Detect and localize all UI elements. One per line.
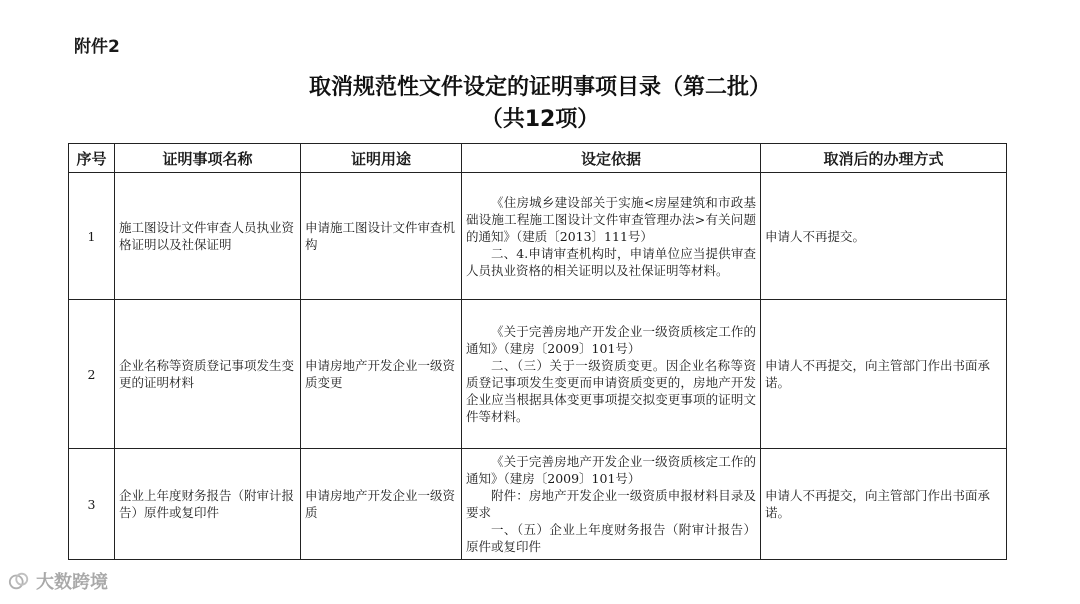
attachment-label: 附件2 (74, 37, 120, 57)
document-subtitle: （共12项） (480, 107, 600, 132)
certificate-items-table (68, 143, 1007, 560)
basis-paragraph: 《关于完善房地产开发企业一级资质核定工作的通知》（建房〔2009〕101号） (466, 454, 756, 486)
watermark (8, 568, 108, 594)
header-item-name: 证明事项名称 (115, 144, 301, 173)
header-handling-method: 取消后的办理方式 (761, 144, 1007, 173)
basis-paragraph: 附件：房地产开发企业一级资质申报材料目录及要求 (466, 488, 756, 520)
cell-purpose: 申请房地产开发企业一级资质变更 (301, 300, 462, 449)
header-purpose: 证明用途 (301, 144, 462, 173)
cell-item-name: 企业名称等资质登记事项发生变更的证明材料 (115, 300, 301, 449)
table-row (69, 449, 1007, 560)
table-row (69, 300, 1007, 449)
cell-handling-method: 申请人不再提交，向主管部门作出书面承诺。 (761, 449, 1007, 560)
basis-paragraph: 一、（五）企业上年度财务报告（附审计报告）原件或复印件 (466, 522, 756, 554)
cell-basis (462, 300, 761, 449)
cell-serial: 2 (69, 300, 115, 449)
watermark-text: 大数跨境 (36, 572, 108, 593)
cell-purpose: 申请房地产开发企业一级资质 (301, 449, 462, 560)
cell-item-name: 企业上年度财务报告（附审计报告）原件或复印件 (115, 449, 301, 560)
watermark-logo-icon (8, 570, 30, 592)
header-basis: 设定依据 (462, 144, 761, 173)
cell-serial: 3 (69, 449, 115, 560)
cell-serial: 1 (69, 173, 115, 300)
basis-paragraph: 《住房城乡建设部关于实施<房屋建筑和市政基础设施工程施工图设计文件审查管理办法>有关问题的通知》（建质〔2013〕111号） (466, 194, 756, 244)
cell-item-name: 施工图设计文件审查人员执业资格证明以及社保证明 (115, 173, 301, 300)
basis-paragraph: 《关于完善房地产开发企业一级资质核定工作的通知》（建房〔2009〕101号） (466, 324, 756, 356)
basis-paragraph: 二、（三）关于一级资质变更。因企业名称等资质登记事项发生变更而申请资质变更的，房地产开发企业应当根据具体变更事项提交拟变更事项的证明文件等材料。 (466, 358, 756, 424)
cell-handling-method: 申请人不再提交，向主管部门作出书面承诺。 (761, 300, 1007, 449)
header-serial: 序号 (69, 144, 115, 173)
table-row (69, 173, 1007, 300)
table-header-row (69, 144, 1007, 173)
basis-paragraph: 二、4.申请审查机构时，申请单位应当提供审查人员执业资格的相关证明以及社保证明等材料。 (466, 245, 756, 278)
cell-basis (462, 173, 761, 300)
cell-purpose: 申请施工图设计文件审查机构 (301, 173, 462, 300)
document-title: 取消规范性文件设定的证明事项目录（第二批） (308, 75, 771, 100)
cell-handling-method: 申请人不再提交。 (761, 173, 1007, 300)
cell-basis (462, 449, 761, 560)
